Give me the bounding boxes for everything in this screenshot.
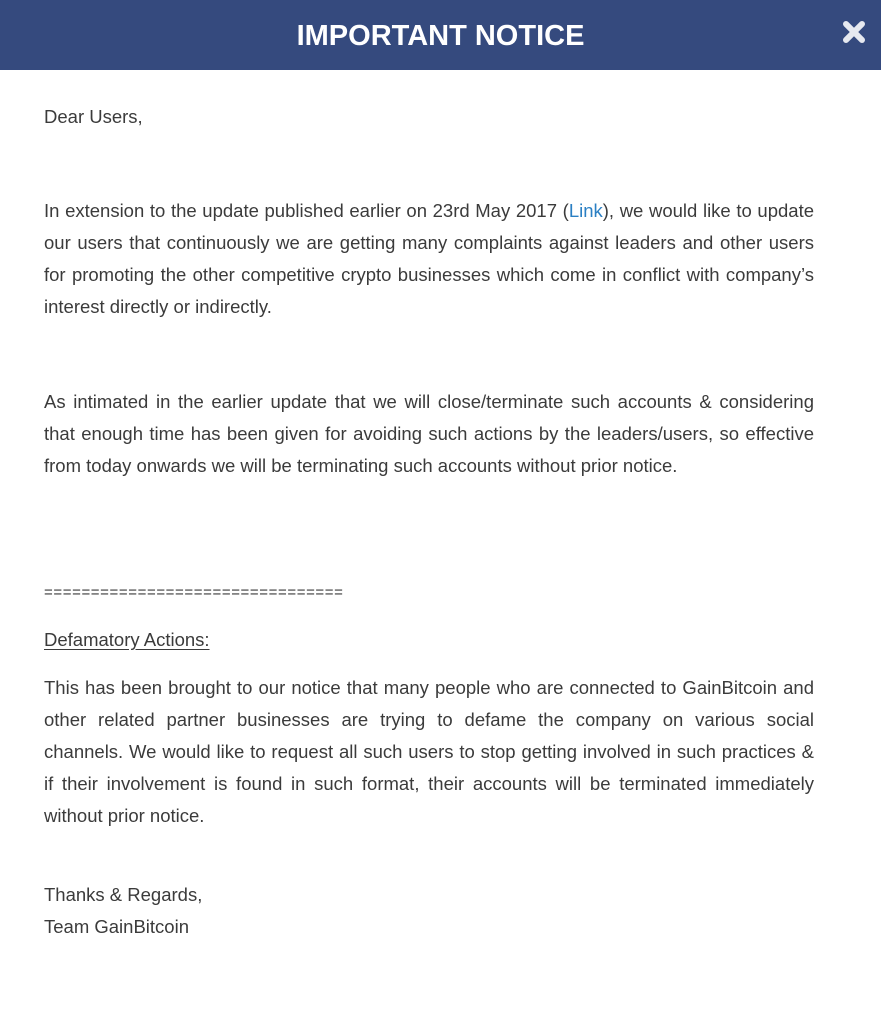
paragraph-update-text-start: In extension to the update published earlier on 23rd May 2017 ( bbox=[44, 200, 569, 221]
modal-header bbox=[0, 0, 881, 70]
paragraph-defamatory: This has been brought to our notice that many people who are connected to GainBitcoin and other related partner businesses are trying to defame the company on various social channels. We would like to request all such users to stop getting involved in such practices & if their involvement is found in such format, their accounts will be terminated immediately without prior notice. bbox=[44, 677, 814, 826]
section-divider: ================================ bbox=[44, 584, 344, 601]
paragraph-termination: As intimated in the earlier update that we will close/terminate such accounts & considering that enough time has been given for avoiding such actions by the leaders/users, so effective from today onwards we will be terminating such accounts without prior notice. bbox=[44, 391, 814, 476]
paragraph-update-text-end: ), we would like to update our users that continuously we are getting many complaints against leaders and other users for promoting the other competitive crypto businesses which come in conflict with company’s interest directly or indirectly. bbox=[44, 200, 814, 317]
close-x-icon bbox=[841, 19, 867, 45]
modal-title: IMPORTANT NOTICE bbox=[296, 19, 585, 52]
earlier-update-link[interactable]: Link bbox=[568, 200, 603, 221]
signature: Team GainBitcoin bbox=[44, 916, 189, 937]
section-heading-defamatory: Defamatory Actions: bbox=[44, 629, 210, 650]
modal-body bbox=[44, 101, 814, 943]
close-button[interactable] bbox=[841, 19, 867, 45]
signoff: Thanks & Regards, bbox=[44, 884, 203, 905]
paragraph-update bbox=[44, 195, 814, 323]
greeting: Dear Users, bbox=[44, 106, 143, 127]
